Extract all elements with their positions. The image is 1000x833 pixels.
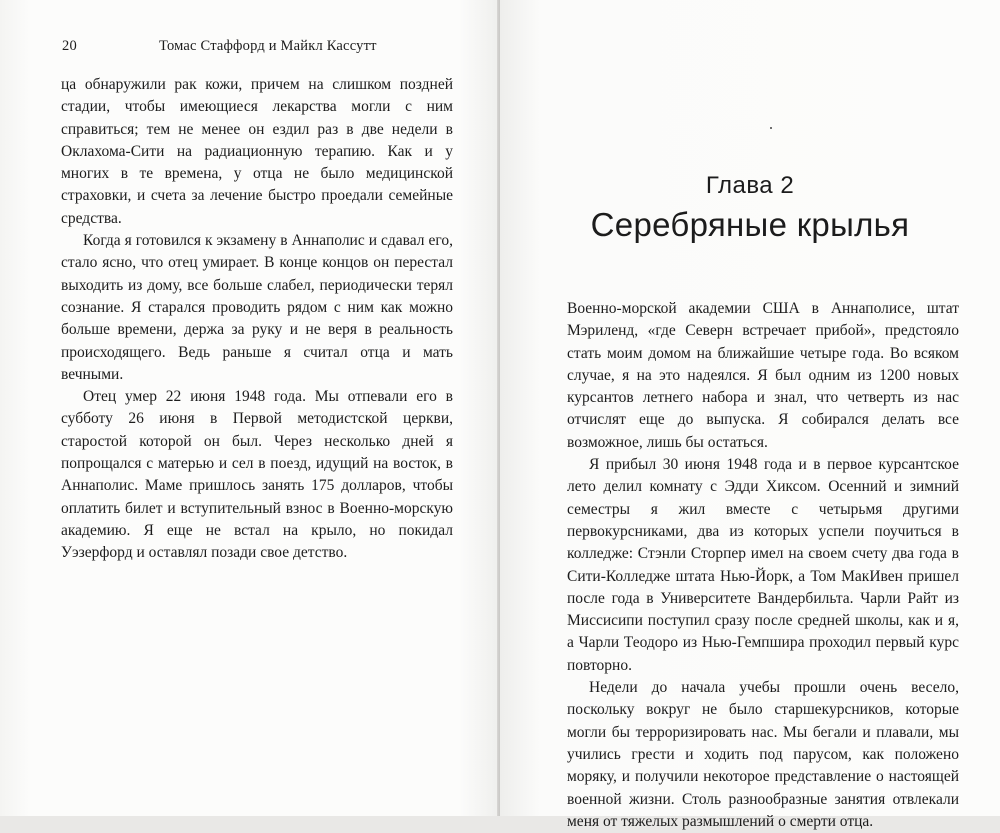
- running-head-authors: Томас Стаффорд и Майкл Кассутт: [159, 38, 377, 54]
- chapter-number: Глава 2: [705, 172, 795, 199]
- paragraph: Военно-морской академии США в Аннаполисе, штат Мэриленд, «где Северн встречает прибой», предстояло стать моим домом на ближайшие четыре года. Во всяком случае, я на это надеялся. Я был одним из 1200 новых курсантов летнего набора и знал, что четверть из нас отчислят еще до выпуска. Я собирался делать все возможное, лишь бы остаться.: [567, 300, 959, 451]
- left-page: [0, 0, 499, 816]
- paragraph: Когда я готовился к экзамену в Аннаполис и сдавал его, стало ясно, что отец умирает. В конце концов он перестал выходить из дому, все больше слабел, периодически терял сознание. Я старался проводить рядом с ним как можно больше времени, держа за руку и не веря в реальность происходящего. Ведь раньше я считал отца и мать вечными.: [61, 232, 453, 383]
- right-page-text: [567, 298, 959, 833]
- left-page-text: [61, 74, 453, 565]
- paragraph: Недели до начала учебы прошли очень весело, поскольку вокруг не было старшекурсников, которые могли бы терроризировать нас. Мы бегали и плавали, мы учились грести и ходить под парусом, как положено моряку, и получили некоторое представление о настоящей военной жизни. Столь разнообразные занятия отвлекали меня от тяжелых размышлений о смерти отца.: [567, 679, 959, 830]
- paragraph: ца обнаружили рак кожи, причем на слишком поздней стадии, чтобы имеющиеся лекарства могли с ним справиться; тем не менее он ездил раз в две недели в Оклахома-Сити на радиационную терапию. Как и у многих в те времена, у отца не было медицинской страховки, и счета за лечение быстро проедали семейные средства.: [61, 76, 453, 227]
- paragraph: Я прибыл 30 июня 1948 года и в первое курсантское лето делил комнату с Эдди Хиксом. Осенний и зимний семестры я жил вместе с четырьмя другими первокурсниками, два из которых успели поучиться в колледже: Стэнли Сторпер имел на своем счету два года в Сити-Колледже штата Нью-Йорк, а Том МакИвен пришел после года в Университете Вандербильта. Чарли Райт из Миссисипи поступил сразу после средней школы, как и я, а Чарли Теодоро из Нью-Гемпшира проходил первый курс повторно.: [567, 456, 959, 674]
- print-speck: [770, 127, 772, 129]
- right-page: [500, 0, 1000, 830]
- chapter-title: Серебряные крылья: [590, 206, 910, 243]
- page-number: 20: [62, 38, 77, 54]
- paragraph: Отец умер 22 июня 1948 года. Мы отпевали его в субботу 26 июня в Первой методистской церкви, старостой которой он был. Через несколько дней я попрощался с матерью и сел в поезд, идущий на восток, в Аннаполис. Маме пришлось занять 175 долларов, чтобы оплатить билет и вступительный взнос в Военно-морскую академию. Я еще не встал на крыло, но покидал Уэзерфорд и оставлял позади свое детство.: [61, 388, 453, 562]
